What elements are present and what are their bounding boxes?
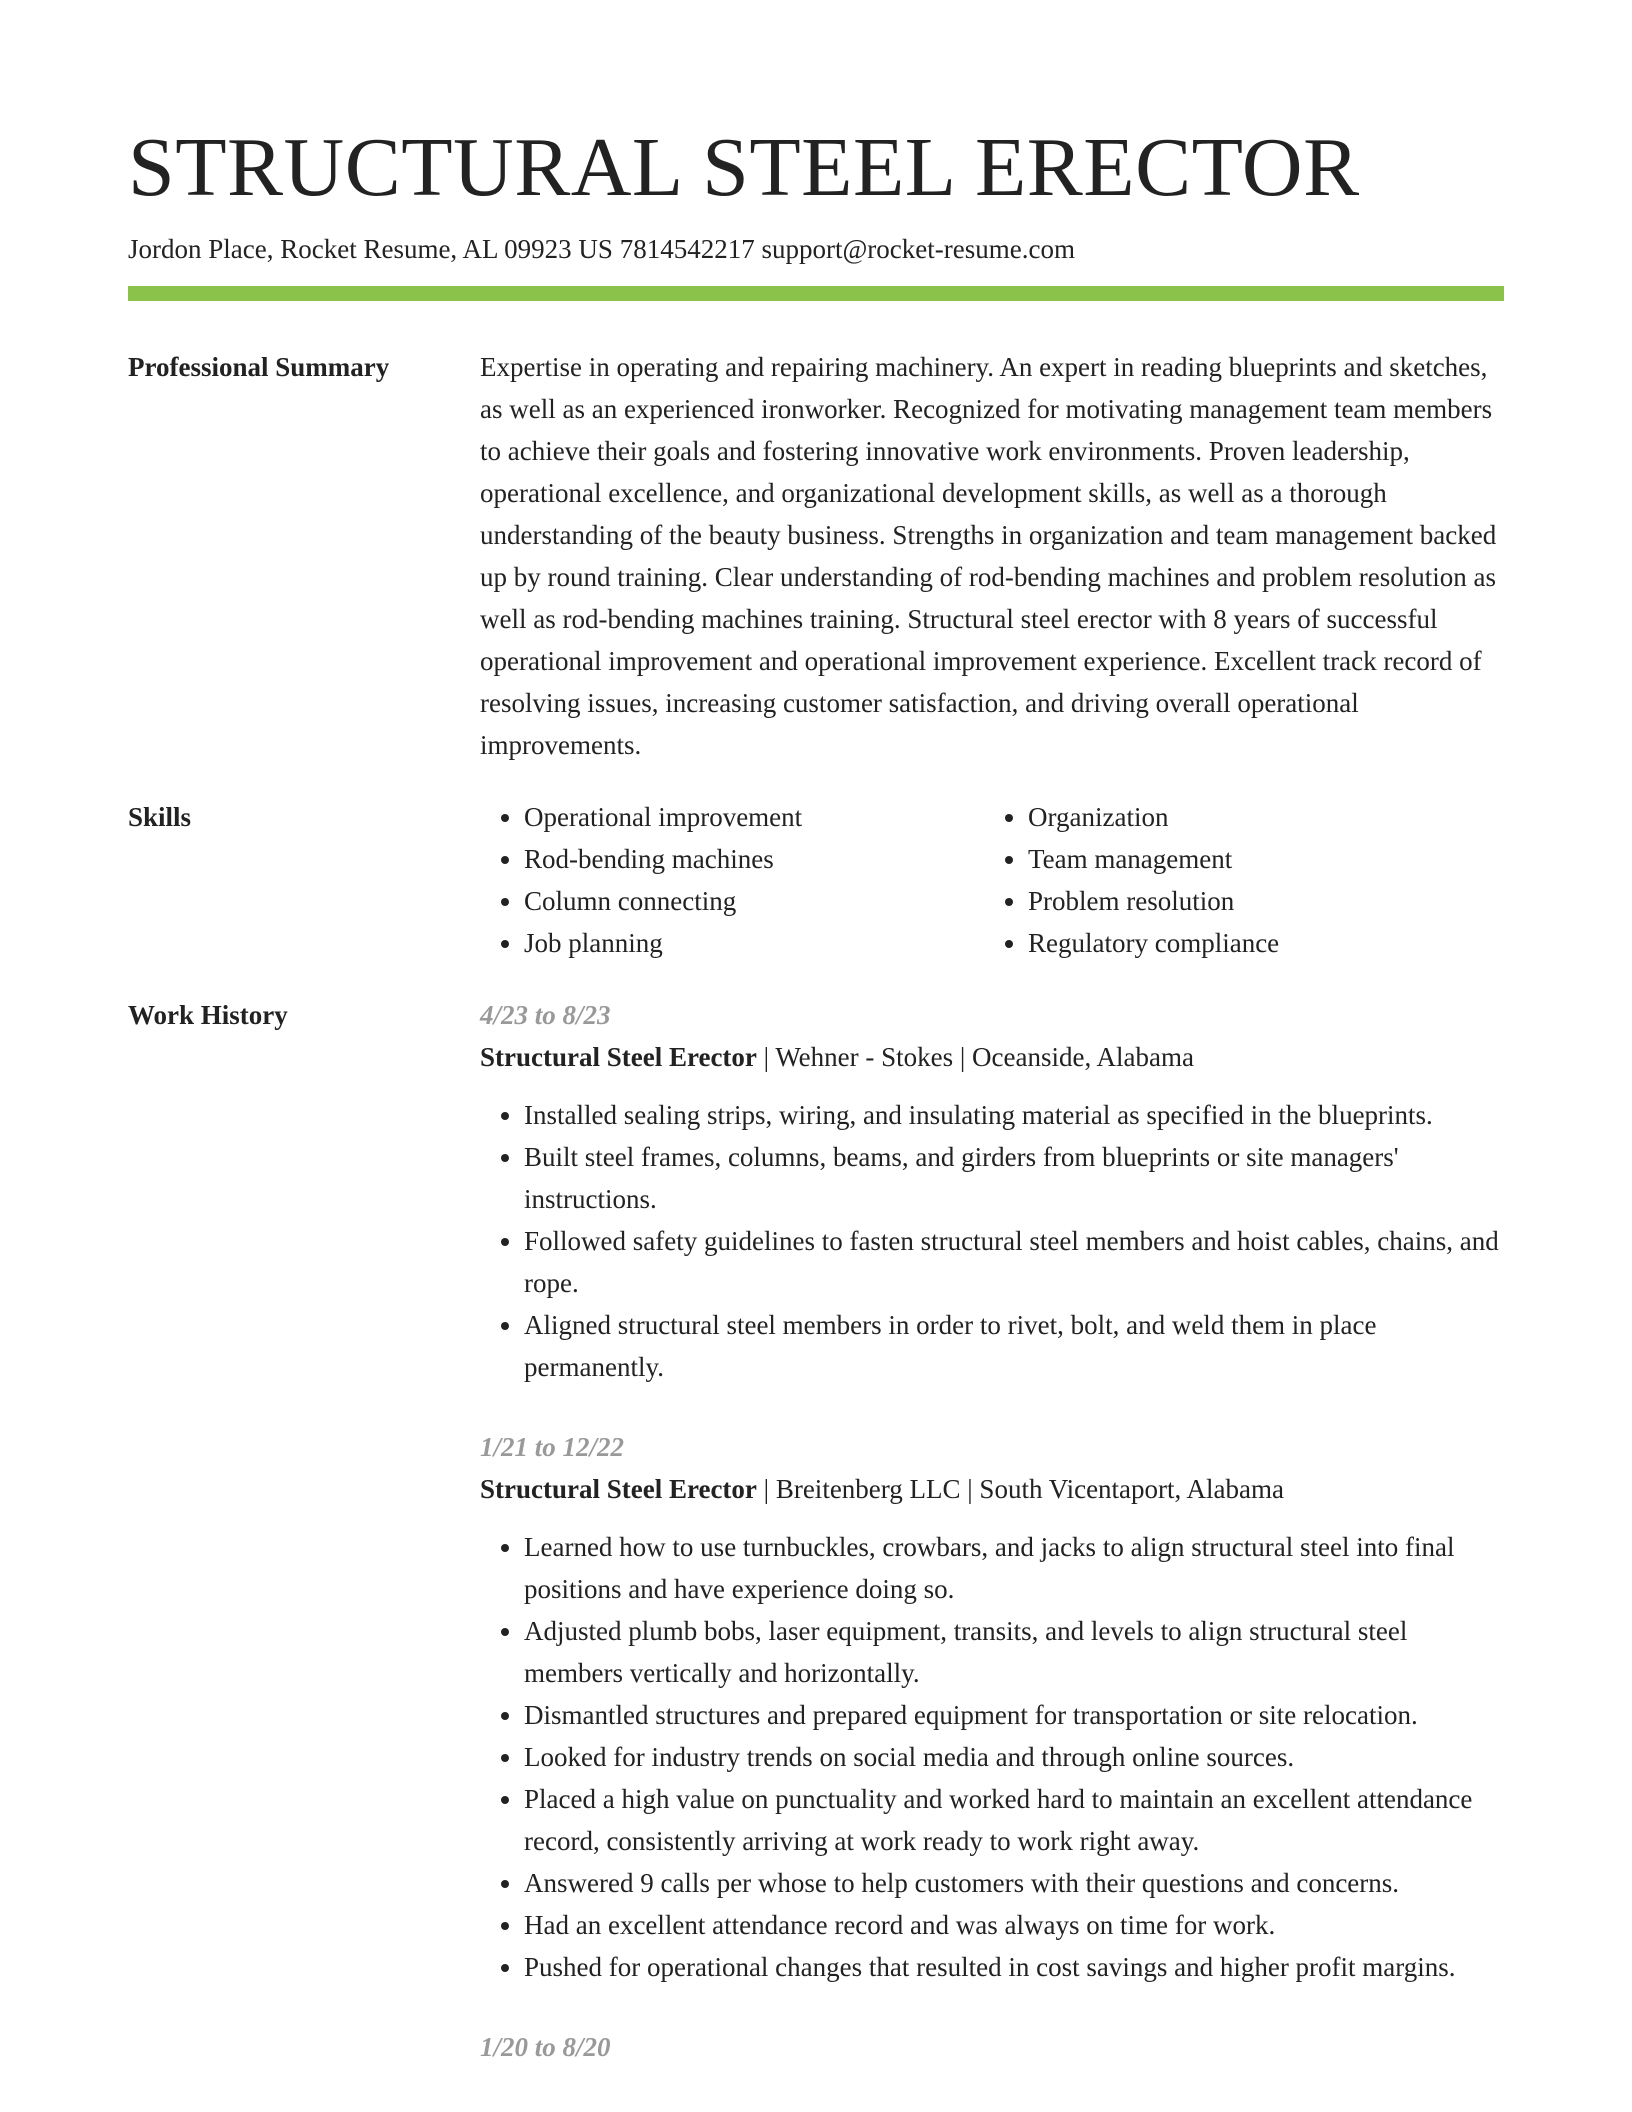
contact-line: Jordon Place, Rocket Resume, AL 09923 US 7814542217 support@rocket-resume.com [128, 234, 1075, 264]
summary-body [480, 346, 1506, 766]
resume-title: STRUCTURAL STEEL ERECTOR [128, 121, 1360, 214]
job-dates: 4/23 to 8/23 [480, 1000, 611, 1030]
job-bullet-list [480, 1094, 1506, 1388]
skill-item: • Column connecting [524, 880, 984, 922]
skill-item: • Regulatory compliance [1028, 922, 1488, 964]
job-bullet: • Dismantled structures and prepared equipment for transportation or site relocation. [524, 1694, 1506, 1736]
section-label-summary: Professional Summary [128, 352, 390, 382]
job-bullet: • Adjusted plumb bobs, laser equipment, transits, and levels to align structural steel members vertically and horizontally. [524, 1610, 1506, 1694]
summary-text: Expertise in operating and repairing machinery. An expert in reading blueprints and sketches, as well as an experienced ironworker. Recognized for motivating management team members to achieve their goals and fostering innovative work environments. Proven leadership, operational excellence, and organizational development skills, as well as a thorough understanding of the beauty business. Strengths in organization and team management backed up by round training. Clear understanding of rod-bending machines and problem resolution as well as rod-bending machines training. Structural steel erector with 8 years of successful operational improvement and operational improvement experience. Excellent track record of resolving issues, increasing customer satisfaction, and driving overall operational improvements. [480, 352, 1497, 760]
job-bullet: • Placed a high value on punctuality and worked hard to maintain an excellent attendance record, consistently arriving at work ready to work right away. [524, 1778, 1506, 1862]
job-heading [480, 1468, 1506, 1510]
skill-item: • Organization [1028, 796, 1488, 838]
skills-columns [480, 796, 1506, 964]
job-dates: 1/20 to 8/20 [480, 2032, 611, 2062]
job-bullet: • Built steel frames, columns, beams, and girders from blueprints or site managers' instructions. [524, 1136, 1506, 1220]
work-history-body [480, 994, 1506, 2106]
job-bullet: • Looked for industry trends on social media and through online sources. [524, 1736, 1506, 1778]
job-bullet: • Had an excellent attendance record and was always on time for work. [524, 1904, 1506, 1946]
job-bullet-list [480, 1526, 1506, 1988]
job-dates: 1/21 to 12/22 [480, 1432, 625, 1462]
section-label-skills: Skills [128, 802, 192, 832]
skill-item: • Problem resolution [1028, 880, 1488, 922]
skills-list-left [480, 796, 984, 964]
job-title: Structural Steel Erector [480, 1474, 757, 1504]
skills-body [480, 796, 1506, 964]
job-title: Structural Steel Erector [480, 1042, 757, 1072]
job-bullet: • Aligned structural steel members in order to rivet, bolt, and weld them in place permanently. [524, 1304, 1506, 1388]
job-bullet: • Learned how to use turnbuckles, crowbars, and jacks to align structural steel into final positions and have experience doing so. [524, 1526, 1506, 1610]
skills-list-right [984, 796, 1488, 964]
job-employer-location: | Wehner - Stokes | Oceanside, Alabama [756, 1042, 1194, 1072]
job-bullet: • Installed sealing strips, wiring, and insulating material as specified in the blueprints. [524, 1094, 1506, 1136]
skill-item: • Job planning [524, 922, 984, 964]
job-entry [480, 1426, 1506, 1988]
section-label-work: Work History [128, 1000, 288, 1030]
skill-item: • Operational improvement [524, 796, 984, 838]
job-bullet: • Pushed for operational changes that resulted in cost savings and higher profit margins. [524, 1946, 1506, 1988]
job-entry [480, 2026, 1506, 2068]
skill-item: • Rod-bending machines [524, 838, 984, 880]
accent-divider [128, 286, 1504, 301]
job-heading [480, 1036, 1506, 1078]
skill-item: • Team management [1028, 838, 1488, 880]
job-bullet: • Answered 9 calls per whose to help customers with their questions and concerns. [524, 1862, 1506, 1904]
job-entry [480, 994, 1506, 1388]
job-employer-location: | Breitenberg LLC | South Vicentaport, Alabama [756, 1474, 1285, 1504]
job-bullet: • Followed safety guidelines to fasten structural steel members and hoist cables, chains, and rope. [524, 1220, 1506, 1304]
